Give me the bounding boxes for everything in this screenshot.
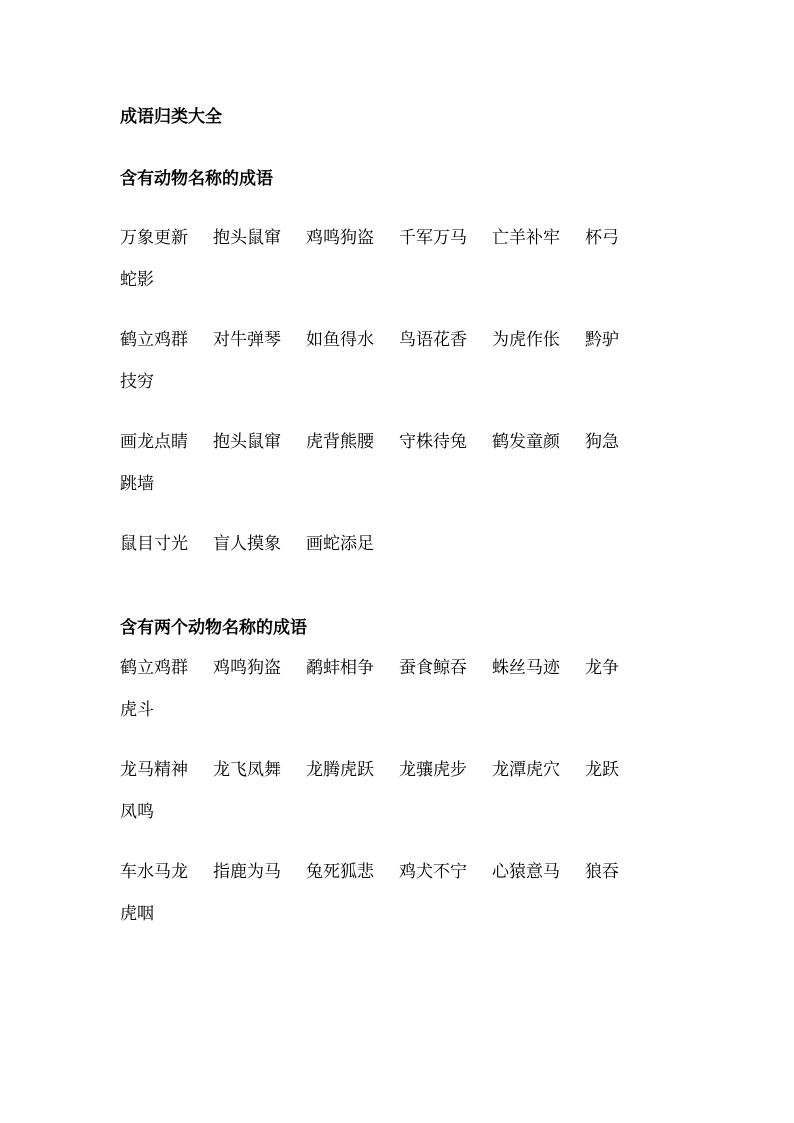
idiom: 跳墙 [120,474,154,494]
page-title: 成语归类大全 [120,107,222,127]
idiom: 凤鸣 [120,802,154,822]
idiom: 守株待兔 [399,432,467,452]
idiom: 如鱼得水 [306,330,374,350]
idiom: 龙争 [585,658,619,678]
idiom-line-continuation [120,903,154,925]
idiom-line [120,227,619,249]
idiom: 对牛弹琴 [213,330,281,350]
idiom: 万象更新 [120,228,188,248]
idiom: 狼吞 [585,862,619,882]
idiom-line [120,533,374,555]
idiom: 兔死狐悲 [306,862,374,882]
idiom: 车水马龙 [120,862,188,882]
idiom: 蛇影 [120,270,154,290]
idiom-line [120,759,619,781]
idiom: 亡羊补牢 [492,228,560,248]
idiom-line [120,861,619,883]
idiom: 龙骧虎步 [399,760,467,780]
idiom: 为虎作伥 [492,330,560,350]
idiom: 龙潭虎穴 [492,760,560,780]
idiom: 千军万马 [399,228,467,248]
idiom: 鹤发童颜 [492,432,560,452]
idiom: 虎斗 [120,700,154,720]
idiom: 鸟语花香 [399,330,467,350]
idiom: 画龙点睛 [120,432,188,452]
idiom: 盲人摸象 [213,534,281,554]
idiom-line-continuation [120,269,154,291]
idiom: 指鹿为马 [213,862,281,882]
idiom: 杯弓 [585,228,619,248]
idiom-line-continuation [120,699,154,721]
section-heading: 含有动物名称的成语 [120,169,273,189]
idiom: 鹬蚌相争 [306,658,374,678]
idiom: 技穷 [120,372,154,392]
idiom: 虎背熊腰 [306,432,374,452]
idiom: 鼠目寸光 [120,534,188,554]
idiom: 鸡犬不宁 [399,862,467,882]
idiom: 鸡鸣狗盗 [213,658,281,678]
idiom: 狗急 [585,432,619,452]
idiom: 鹤立鸡群 [120,330,188,350]
idiom-line [120,329,619,351]
idiom: 龙跃 [585,760,619,780]
idiom: 黔驴 [585,330,619,350]
idiom: 龙马精神 [120,760,188,780]
idiom: 鹤立鸡群 [120,658,188,678]
idiom: 抱头鼠窜 [213,432,281,452]
idiom: 龙腾虎跃 [306,760,374,780]
section-heading: 含有两个动物名称的成语 [120,618,307,638]
idiom: 蚕食鲸吞 [399,658,467,678]
idiom-line [120,657,619,679]
idiom: 抱头鼠窜 [213,228,281,248]
idiom: 画蛇添足 [306,534,374,554]
idiom-line-continuation [120,371,154,393]
idiom: 心猿意马 [492,862,560,882]
idiom-line-continuation [120,801,154,823]
idiom-line-continuation [120,473,154,495]
idiom: 龙飞凤舞 [213,760,281,780]
idiom: 鸡鸣狗盗 [306,228,374,248]
idiom-line [120,431,619,453]
idiom: 虎咽 [120,904,154,924]
idiom: 蛛丝马迹 [492,658,560,678]
